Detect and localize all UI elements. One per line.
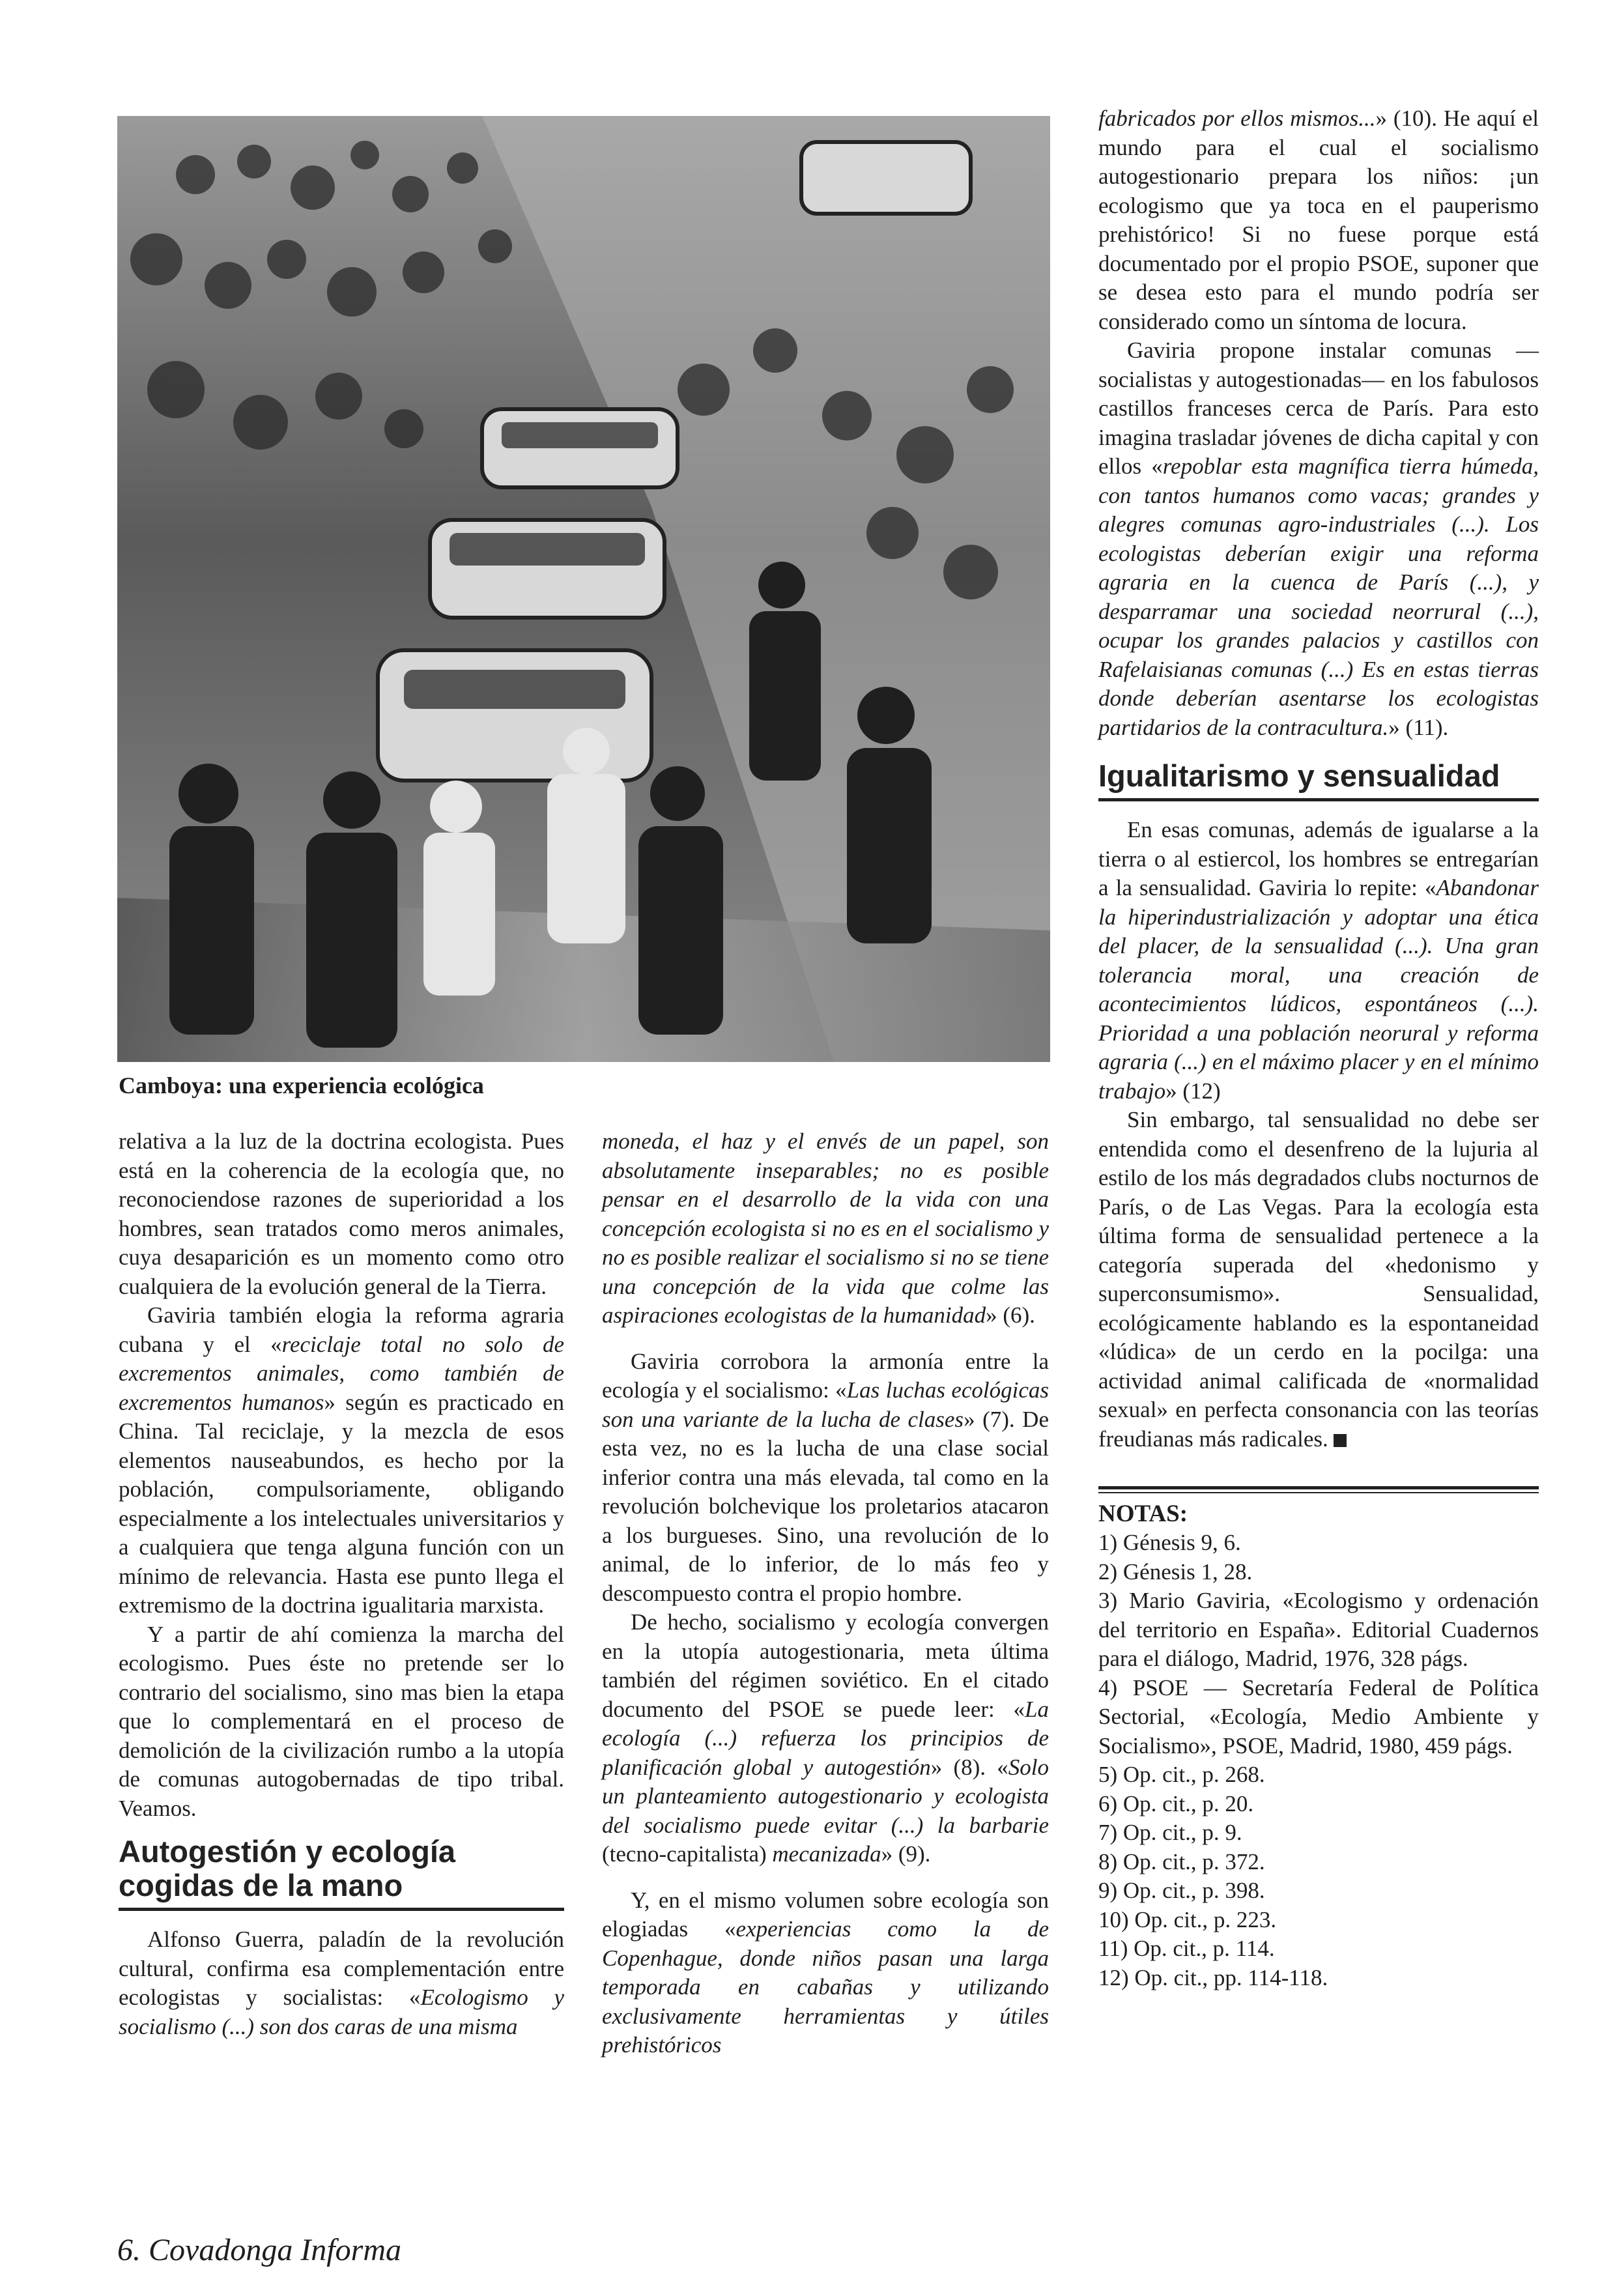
note-item: 4) PSOE — Secretaría Federal de Política Sectorial, «Ecología, Medio Ambiente y Socialismo», PSOE, Madrid, 1980, 459 págs.	[1098, 1674, 1539, 1758]
note-item: 6) Op. cit., p. 20.	[1098, 1790, 1254, 1816]
note-item: 9) Op. cit., p. 398.	[1098, 1878, 1265, 1903]
heading-rule	[1098, 798, 1539, 801]
section-heading-autogestion: Autogestión y ecología cogidas de la mano	[119, 1834, 456, 1902]
note-item: 7) Op. cit., p. 9.	[1098, 1820, 1242, 1845]
paragraph: moneda, el haz y el envés de un papel, son absolutamente inseparables; no es posible pensar en el desarrollo de la vida con una concepción ecologista si no es en el socialismo y no es posible realizar el socialismo si no se tiene una concepción de la vida que colme las aspiraciones ecologistas de la humanidad» (6).	[602, 1128, 1049, 1328]
paragraph: fabricados por ellos mismos...» (10). He aquí el mundo para el cual el socialismo autogestionario prepara los niños: ¡un ecologismo que ya toca en el pauperismo prehistórico! Si no fuese porque está documentado por el propio PSOE, suponer que se desea esto para el mundo podría ser considerado como un síntoma de locura.	[1098, 106, 1539, 334]
column-2	[602, 1127, 1049, 2060]
paragraph: relativa a la luz de la doctrina ecologista. Pues está en la coherencia de la ecología que, no reconociendose razones de superioridad a los hombres, sean tratados como meros animales, cuya desaparición es un momento como otro cualquiera de la evolución general de la Tierra.	[119, 1128, 564, 1299]
notes-rule	[1098, 1486, 1539, 1489]
photo-refugees-cambodia	[117, 116, 1050, 1062]
notes-title: NOTAS:	[1098, 1500, 1188, 1527]
note-item: 8) Op. cit., p. 372.	[1098, 1848, 1265, 1874]
column-1	[119, 1127, 564, 2041]
paragraph: Y, en el mismo volumen sobre ecología son elogiadas «experiencias como la de Copenhague, donde niños pasan una larga temporada en cabañas y utilizando exclusivamente herramientas y útiles prehistóricos	[602, 1887, 1049, 2058]
paragraph: Gaviria propone instalar comunas —socialistas y autogestionadas— en los fabulosos castillos franceses cerca de París. Para esto imagina trasladar jóvenes de dicha capital y con ellos «repoblar esta magnífica tierra húmeda, con tantos humanos como vacas; grandes y alegres comunas agro-industriales (...). Los ecologistas deberían exigir una reforma agraria en la cuenca de París (...), y desparramar una sociedad neorrural (...), ocupar los grandes palacios y castillos con Rafelaisianas comunas (...) Es en estas tierras donde deberían asentarse los ecologistas partidarios de la contracultura.» (11).	[1098, 337, 1539, 740]
notes-rule-thin	[1098, 1492, 1539, 1493]
paragraph: Alfonso Guerra, paladín de la revolución cultural, confirma esa complementación entre ecologistas y socialistas: «Ecologismo y socialismo (...) son dos caras de una misma	[119, 1927, 565, 2039]
paragraph: Y a partir de ahí comienza la marcha del ecologismo. Pues éste no pretende ser lo contrario del socialismo, sino mas bien la etapa que lo complementará en el proceso de demolición de la civilización rumbo a la utopía de comunas autogobernadas de tipo tribal. Veamos.	[119, 1621, 564, 1821]
note-item: 1) Génesis 9, 6.	[1098, 1530, 1241, 1555]
note-item: 10) Op. cit., p. 223.	[1098, 1906, 1277, 1932]
column-3	[1098, 104, 1539, 1992]
notes-section	[1098, 1500, 1539, 1992]
end-mark-icon	[1334, 1434, 1347, 1447]
note-item: 12) Op. cit., pp. 114-118.	[1098, 1964, 1328, 1990]
photo-caption: Camboya: una experiencia ecológica	[119, 1072, 484, 1098]
page-footer: 6. Covadonga Informa	[117, 2233, 401, 2267]
paragraph: En esas comunas, además de igualarse a la tierra o al estiercol, los hombres se entregarían a la sensualidad. Gaviria lo repite: «Abandonar la hiperindustrialización y adoptar una ética del placer, de la sensualidad (...). Una gran tolerancia moral, una creación de acontecimientos lúdicos, espontáneos (...). Prioridad a una población neorural y reforma agraria (...) en el máximo placer y en el mínimo trabajo» (12)	[1098, 817, 1539, 1104]
note-item: 5) Op. cit., p. 268.	[1098, 1762, 1265, 1787]
note-item: 2) Génesis 1, 28.	[1098, 1558, 1253, 1585]
paragraph: Gaviria también elogia la reforma agraria cubana y el «reciclaje total no solo de excrementos animales, como también de excrementos humanos» según es practicado en China. Tal reciclaje, y la mezcla de esos elementos nauseabundos, es hecho por la población, compulsoriamente, obligando especialmente a los intelectuales universitarios y a cualquiera que tenga alguna función con un mínimo de relevancia. Hasta ese punto llega el extremismo de la doctrina igualitaria marxista.	[119, 1302, 564, 1618]
heading-rule	[119, 1908, 564, 1911]
paragraph: Sin embargo, tal sensualidad no debe ser entendida como el desenfreno de la lujuria al estilo de los más degradados clubs nocturnos de París, o de Las Vegas. Para la ecología esta última forma de sensualidad pertenece a la categoría superada del «hedonismo y superconsumismo». Sensualidad, ecológicamente hablando es la espontaneidad «lúdica» de un cerdo en la pocilga: una actividad animal calificada de «normalidad sexual» en perfecta consonancia con las teorías freudianas más radicales.	[1098, 1107, 1539, 1452]
paragraph: De hecho, socialismo y ecología convergen en la utopía autogestionaria, meta última también del régimen soviético. En el citado documento del PSOE se puede leer: «La ecología (...) refuerza los principios de planificación global y autogestión» (8). «Solo un planteamiento autogestionario y ecologista del socialismo puede evitar (...) la barbarie (tecno-capitalista) mecanizada» (9).	[602, 1609, 1049, 1867]
note-item: 11) Op. cit., p. 114.	[1098, 1936, 1275, 1961]
paragraph: Gaviria corrobora la armonía entre la ecología y el socialismo: «Las luchas ecológicas son una variante de la lucha de clases» (7). De esta vez, no es la lucha de una clase social inferior contra una más elevada, tal como en la revolución bolchevique los proletarios atacaron a los burgueses. Sino, una revolución de lo animal, de lo inferior, de lo más feo y descompuesto contra el propio hombre.	[602, 1348, 1049, 1606]
photo-illustration	[117, 116, 1050, 1062]
note-item: 3) Mario Gaviria, «Ecologismo y ordenación del territorio en España». Editorial Cuadernos para el diálogo, Madrid, 1976, 328 págs.	[1098, 1588, 1539, 1671]
section-heading-igualitarismo: Igualitarismo y sensualidad	[1098, 758, 1500, 793]
